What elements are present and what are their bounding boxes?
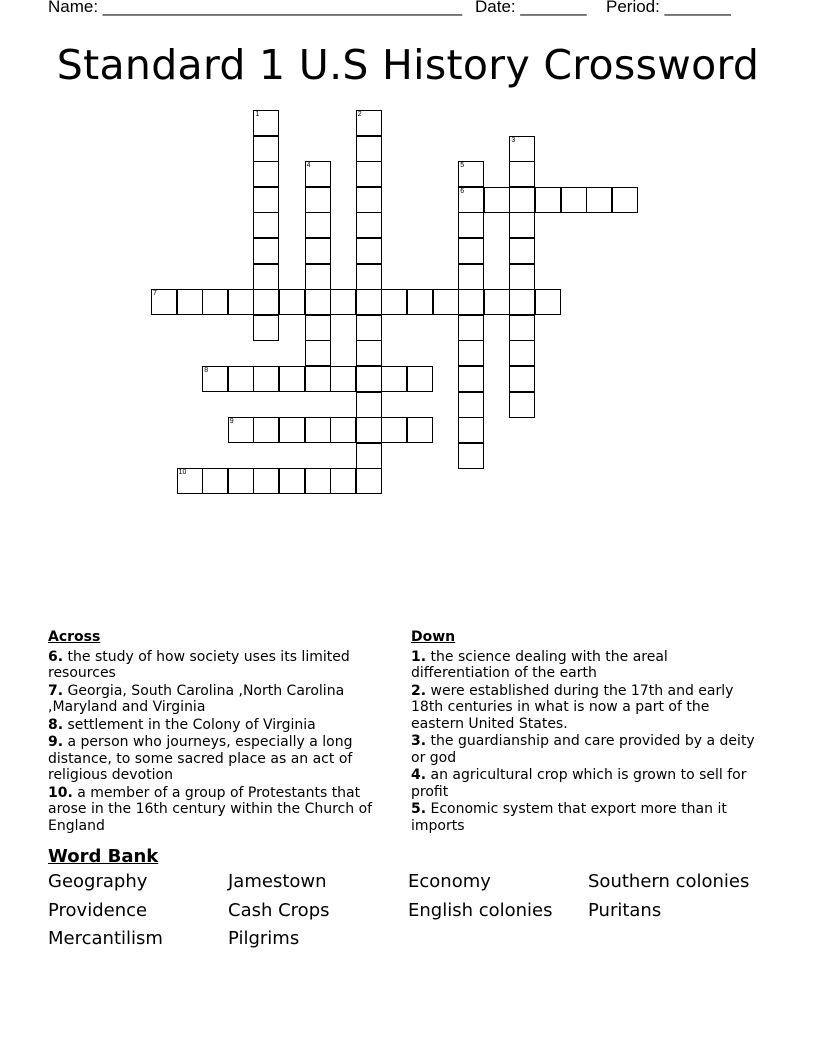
crossword-cell[interactable] <box>305 315 331 341</box>
crossword-cell[interactable] <box>381 289 407 315</box>
header-line <box>48 0 768 19</box>
across-clue <box>48 717 393 734</box>
clue-number-label: 2 <box>357 111 362 118</box>
name-field-label: Name: ______________________________________ <box>48 0 463 16</box>
clue-number-label: 6 <box>460 187 465 195</box>
crossword-cell[interactable] <box>253 136 279 162</box>
crossword-cell[interactable] <box>407 417 433 443</box>
crossword-cell[interactable] <box>279 289 305 315</box>
down-clue <box>411 649 756 682</box>
word-bank-item: Mercantilism <box>48 928 163 949</box>
crossword-cell[interactable] <box>484 187 510 213</box>
clue-text: Georgia, South Carolina ,North Carolina ,Maryland and Virginia <box>48 682 345 715</box>
crossword-cell[interactable] <box>458 187 484 213</box>
page-title: Standard 1 U.S History Crossword <box>56 41 760 89</box>
clue-number-label: 5 <box>460 162 465 170</box>
crossword-cell[interactable] <box>330 366 356 392</box>
crossword-cell[interactable] <box>356 340 382 366</box>
word-bank-item: Puritans <box>588 899 662 921</box>
crossword-cell[interactable] <box>253 468 279 494</box>
down-clue <box>411 767 756 800</box>
across-clue <box>48 785 393 835</box>
period-field-label: Period: _______ <box>606 0 731 16</box>
crossword-cell[interactable] <box>458 443 484 469</box>
crossword-cell[interactable] <box>509 366 535 392</box>
crossword-cell[interactable] <box>458 340 484 366</box>
crossword-cell[interactable] <box>458 289 484 315</box>
clue-number-label: 7 <box>153 290 157 298</box>
crossword-cell[interactable] <box>535 187 561 213</box>
word-bank-item: Jamestown <box>228 871 327 892</box>
word-bank-item: English colonies <box>408 899 553 921</box>
crossword-cell[interactable] <box>305 264 331 290</box>
crossword-cell[interactable] <box>433 289 459 315</box>
crossword-cell[interactable] <box>407 366 433 392</box>
crossword-cell[interactable] <box>202 289 228 315</box>
crossword-cell[interactable] <box>509 212 535 238</box>
clue-number-label: 9 <box>229 418 234 426</box>
crossword-cell[interactable] <box>330 468 356 494</box>
crossword-cell[interactable] <box>356 417 382 443</box>
clue-text: the science dealing with the areal differentiation of the earth <box>411 648 668 681</box>
crossword-cell[interactable] <box>356 187 382 213</box>
clue-text: an agricultural crop which is grown to sell for profit <box>411 767 747 800</box>
word-bank-item: Pilgrims <box>228 928 300 949</box>
crossword-cell[interactable] <box>305 212 331 238</box>
clue-text: a member of a group of Protestants that arose in the 16th century within the Church of England <box>48 784 373 834</box>
crossword-cell[interactable] <box>509 315 535 341</box>
crossword-cell[interactable] <box>509 136 535 162</box>
down-clue <box>411 801 756 834</box>
date-field-label: Date: _______ <box>475 0 587 16</box>
crossword-cell[interactable] <box>305 417 331 443</box>
clue-text: were established during the 17th and early 18th centuries in what is now a part of the eastern United States. <box>411 682 734 732</box>
crossword-cell[interactable] <box>535 289 561 315</box>
crossword-cell[interactable] <box>356 366 382 392</box>
crossword-cell[interactable] <box>253 289 279 315</box>
crossword-cell[interactable] <box>253 238 279 264</box>
crossword-cell[interactable] <box>253 315 279 341</box>
word-bank-item: Providence <box>48 899 148 921</box>
clue-number: 3. <box>411 733 427 749</box>
crossword-cell[interactable] <box>356 136 382 162</box>
crossword-cell[interactable] <box>279 468 305 494</box>
clue-number-label: 1 <box>255 111 260 118</box>
crossword-cell[interactable] <box>253 264 279 290</box>
crossword-cell[interactable] <box>509 238 535 264</box>
crossword-cell[interactable] <box>202 366 228 392</box>
crossword-cell[interactable] <box>458 264 484 290</box>
clue-number: 1. <box>411 648 427 665</box>
crossword-cell[interactable] <box>356 392 382 418</box>
crossword-cell[interactable] <box>509 187 535 213</box>
crossword-cell[interactable] <box>228 468 254 494</box>
crossword-cell[interactable] <box>330 417 356 443</box>
crossword-cell[interactable] <box>407 289 433 315</box>
across-heading: Across <box>48 629 101 645</box>
crossword-cell[interactable] <box>356 110 382 136</box>
crossword-cell[interactable] <box>586 187 612 213</box>
crossword-cell[interactable] <box>305 238 331 264</box>
crossword-cell[interactable] <box>253 212 279 238</box>
down-clues <box>411 629 756 835</box>
crossword-cell[interactable] <box>356 315 382 341</box>
crossword-cell[interactable] <box>509 161 535 187</box>
crossword-cell[interactable] <box>202 468 228 494</box>
across-clue <box>48 649 393 682</box>
clue-text: the study of how society uses its limited resources <box>48 648 350 681</box>
crossword-cell[interactable] <box>381 417 407 443</box>
clue-number-label: 3 <box>511 136 516 144</box>
crossword-cell[interactable] <box>509 392 535 418</box>
crossword-cell[interactable] <box>356 212 382 238</box>
crossword-cell[interactable] <box>458 161 484 187</box>
crossword-cell[interactable] <box>356 468 382 494</box>
crossword-cell[interactable] <box>356 289 382 315</box>
word-bank-item: Geography <box>48 871 148 892</box>
crossword-cell[interactable] <box>561 187 587 213</box>
crossword-cell[interactable] <box>177 468 203 494</box>
crossword-cell[interactable] <box>458 366 484 392</box>
across-clue <box>48 683 393 716</box>
crossword-cell[interactable] <box>305 468 331 494</box>
crossword-cell[interactable] <box>279 417 305 443</box>
crossword-cell[interactable] <box>305 161 331 187</box>
crossword-cell[interactable] <box>612 187 638 213</box>
crossword-cell[interactable] <box>228 366 254 392</box>
crossword-cell[interactable] <box>253 417 279 443</box>
clue-text: a person who journeys, especially a long distance, to some sacred place as an act of religious devotion <box>48 734 353 783</box>
clue-number: 4. <box>411 767 427 783</box>
word-bank <box>48 871 768 957</box>
crossword-cell[interactable] <box>305 187 331 213</box>
crossword-cell[interactable] <box>458 392 484 418</box>
across-clue <box>48 734 393 784</box>
crossword-cell[interactable] <box>253 187 279 213</box>
clue-number: 10. <box>48 784 73 801</box>
crossword-cell[interactable] <box>356 238 382 264</box>
crossword-cell[interactable] <box>228 417 254 443</box>
crossword-cell[interactable] <box>305 366 331 392</box>
crossword-cell[interactable] <box>305 289 331 315</box>
clue-number: 5. <box>411 801 427 817</box>
crossword-cell[interactable] <box>177 289 203 315</box>
crossword-cell[interactable] <box>253 161 279 187</box>
clue-text: Economic system that export more than it imports <box>411 801 727 834</box>
crossword-cell[interactable] <box>253 110 279 136</box>
word-bank-item: Southern colonies <box>588 871 750 892</box>
word-bank-item: Economy <box>408 871 491 892</box>
crossword-cell[interactable] <box>330 289 356 315</box>
clue-number: 8. <box>48 716 64 733</box>
crossword-cell[interactable] <box>458 417 484 443</box>
crossword-cell[interactable] <box>151 289 177 315</box>
crossword-cell[interactable] <box>509 340 535 366</box>
clue-text: settlement in the Colony of Virginia <box>63 716 316 733</box>
clue-number: 6. <box>48 648 64 665</box>
clue-number: 2. <box>411 682 427 699</box>
crossword-cell[interactable] <box>356 264 382 290</box>
crossword-cell[interactable] <box>381 366 407 392</box>
clue-number-label: 10 <box>178 469 187 477</box>
clue-text: the guardianship and care provided by a deity or god <box>411 733 755 766</box>
crossword-cell[interactable] <box>458 212 484 238</box>
crossword-cell[interactable] <box>509 264 535 290</box>
word-bank-item: Cash Crops <box>228 899 330 921</box>
clue-number-label: 8 <box>204 367 209 374</box>
crossword-cell[interactable] <box>458 315 484 341</box>
clue-number-label: 4 <box>306 162 311 170</box>
clue-number: 7. <box>48 682 64 699</box>
crossword-cell[interactable] <box>279 366 305 392</box>
crossword-cell[interactable] <box>356 161 382 187</box>
crossword-cell[interactable] <box>356 443 382 469</box>
crossword-cell[interactable] <box>305 340 331 366</box>
clue-number: 9. <box>48 734 64 750</box>
across-clues <box>48 629 393 835</box>
word-bank-title: Word Bank <box>48 846 159 867</box>
down-clue <box>411 683 756 733</box>
crossword-cell[interactable] <box>509 289 535 315</box>
crossword-cell[interactable] <box>458 238 484 264</box>
crossword-cell[interactable] <box>484 289 510 315</box>
down-heading: Down <box>411 629 456 645</box>
crossword-cell[interactable] <box>253 366 279 392</box>
crossword-cell[interactable] <box>228 289 254 315</box>
down-clue <box>411 733 756 766</box>
